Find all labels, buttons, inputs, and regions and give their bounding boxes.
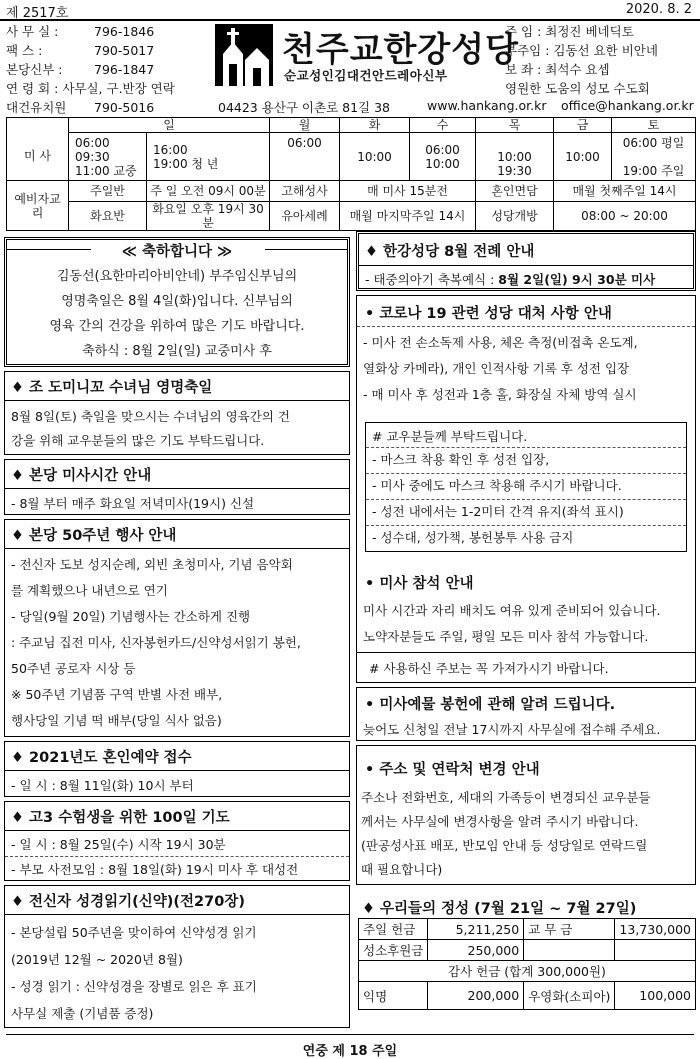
footer-rule xyxy=(6,1034,694,1035)
fri-mass: 10:00 xyxy=(554,133,612,181)
mon-mass: 06:00 xyxy=(270,133,340,181)
wed-mass: 06:00 10:00 xyxy=(410,133,476,181)
day-sat: 토 xyxy=(612,118,696,133)
day-thu: 목 xyxy=(476,118,554,133)
bible-reading-box: ♦ 전신자 성경읽기(신약)(전270장) - 본당설립 50주년을 맞이하여 신약성경 읽기 (2019년 12월 ~ 2020년 8월) - 성경 읽기 : 신약성경을 장별로 읽은 후 표기 사무실 제출 (기념품 증정) xyxy=(4,885,350,1028)
congrats-box: ≪ 축하합니다 ≫ 김동선(요한마리아비안네) 부주임신부님의 영명축일은 8월 4일(화)입니다. 신부님의 영육 간의 건강을 위하여 많은 기도 바랍니다. 축하식 : 8월 2일(일) 교중미사 후 xyxy=(4,237,350,367)
exam-prayer-box: ♦ 고3 수험생을 위한 100일 기도 - 일 시 : 8월 25일(수) 시작 19시 30분 - 부모 사전모임 : 8월 18일(화) 19시 미사 후 대성전 xyxy=(4,801,350,881)
mass-schedule-table: 일 월 화 수 목 금 토 미 사 06:00 09:30 11:00 교중 16:00 19:00 청 년 06:00 10:00 06:00 10:00 10:00 19:30 10:00 06:00 평일 19:00 주일 예비자교리 주일반 주 일 오전 09시 00분 고해성사 매 미사 15분전 혼인면담 매월 첫째주일 14시 화요반 화요일 오후 19시 30분 유아세례 매월 마지막주일 14시 성당개방 08:00 ~ 20:00 xyxy=(6,117,696,231)
church-subtitle: 순교성인김대건안드레아신부 xyxy=(284,68,448,83)
masstime-box: ♦ 본당 미사시간 안내 - 8월 부터 매주 화요일 저녁미사(19시) 신설 xyxy=(4,459,350,515)
contact-info: 사 무 실 : 796-1846 팩 스 : 790-5017 본당신부 : 796-1847 연 령 회 : 사무실, 구.반장 연락 대건유치원 790-5016 xyxy=(6,24,175,115)
anniversary-box: ♦ 본당 50주년 행사 안내 - 전신자 도보 성지순례, 외빈 초청미사, 기념 음악회 를 계획했으나 내년으로 연기 - 당일(9월 20일) 기념행사는 간소하게 진행 : 주교님 집전 미사, 신자봉헌카드/신약성서읽기 봉헌, 50주년 공로자 시상 등 ※ 50주년 기념품 구역 반별 사전 배부, 행사당일 기념 떡 배부(당일 식사 없음) xyxy=(4,519,350,737)
day-fri: 금 xyxy=(554,118,612,133)
catechumen-label: 예비자교리 xyxy=(7,181,69,231)
day-wed: 수 xyxy=(410,118,476,133)
church-title: 천주교한강성당 xyxy=(282,30,519,70)
header-rule xyxy=(0,19,700,21)
sister-feast-box: ♦ 조 도미니꼬 수녀님 영명축일 8월 8일(토) 축일을 맞으시는 수녀님의 영육간의 건 강을 위해 교우분들의 많은 기도 부탁드립니다. xyxy=(4,371,350,455)
address: 04423 용산구 이촌로 81길 38 xyxy=(218,100,390,115)
sat-mass: 06:00 평일 19:00 주일 xyxy=(612,133,696,181)
church-logo-icon xyxy=(215,24,273,86)
footer-sunday: 연중 제 18 주일 xyxy=(302,1044,398,1059)
mass-label: 미 사 xyxy=(7,133,69,181)
covid-box: • 코로나 19 관련 성당 대처 사항 안내 - 미사 전 손소독제 사용, 체온 측정(비접촉 온도계, 열화상 카메라), 개인 인적사항 기록 후 성전 입장 - 매 미사 후 성전과 1층 홀, 화장실 자체 방역 실시 # 교우분들께 부탁드립니다. - 마스크 착용 확인 후 성전 입장, - 미사 중에도 마스크 착용해 주시기 바랍니다. - 성전 내에서는 1-2미터 간격 유지(좌석 표시) - 성수대, 성가책, 봉헌봉투 사용 금지 • 미사 참석 안내 미사 시간과 자리 배치도 여유 있게 준비되어 있습니다. 노약자분들도 주일, 평일 모든 미사 참석 가능합니다. # 사용하신 주보는 꼭 가져가시기 바랍니다. xyxy=(356,295,696,683)
liturgy-box: ♦ 한강성당 8월 전례 안내 - 태중의아기 축복예식 : 8월 2일(일) 9시 30분 미사 xyxy=(356,231,696,291)
finance-title: ♦ 우리들의 정성 (7월 21일 ~ 7월 27일) xyxy=(362,901,637,917)
sun-mass-a: 06:00 09:30 11:00 교중 xyxy=(69,133,147,181)
wedding-box: ♦ 2021년도 혼인예약 접수 - 일 시 : 8월 11일(화) 10시 부터 xyxy=(4,741,350,797)
mass-offering-box: • 미사예물 봉헌에 관해 알려 드립니다. 늦어도 신청일 전날 17시까지 사무실에 접수해 주세요. xyxy=(356,687,696,741)
day-mon: 월 xyxy=(270,118,340,133)
staff-info: 주 임 : 최정진 베네딕토 부주임 : 김동선 요한 비안네 보 좌 : 최석수 요셉 영원한 도움의 성모 수도회 xyxy=(505,24,658,96)
day-tue: 화 xyxy=(340,118,410,133)
day-sun: 일 xyxy=(69,118,270,133)
issue-date: 2020. 8. 2 xyxy=(625,2,692,17)
address-change-box: • 주소 및 연락처 변경 안내 주소나 전화번호, 세대의 가족등이 변경되신 교우분들 께서는 사무실에 변경사항을 알려 주시기 바랍니다. (판공성사표 배포, 반모임 안내 등 성당일로 연락드릴 때 필요합니다) xyxy=(356,745,696,885)
congrats-title: ≪ 축하합니다 ≫ xyxy=(121,244,233,260)
sun-mass-b: 16:00 19:00 청 년 xyxy=(147,133,270,181)
covid-request-box: # 교우분들께 부탁드립니다. - 마스크 착용 확인 후 성전 입장, - 미사 중에도 마스크 착용해 주시기 바랍니다. - 성전 내에서는 1-2미터 간격 유지(좌석 표시) - 성수대, 성가책, 봉헌봉투 사용 금지 xyxy=(365,422,687,552)
tue-mass: 10:00 xyxy=(340,133,410,181)
finance-table: 주일 헌금 5,211,250 교 무 금 13,730,000 성소후원금 250,000 감사 헌금 (합계 300,000원) 익명 200,000 우영화(소피아) 100,000 xyxy=(358,918,696,1010)
issue-number: 제 2517호 xyxy=(6,6,69,21)
thu-mass: 10:00 19:30 xyxy=(476,133,554,181)
website-link[interactable]: www.hankang.or.kr xyxy=(427,98,547,113)
email-link[interactable]: office@hankang.or.kr xyxy=(561,98,694,113)
